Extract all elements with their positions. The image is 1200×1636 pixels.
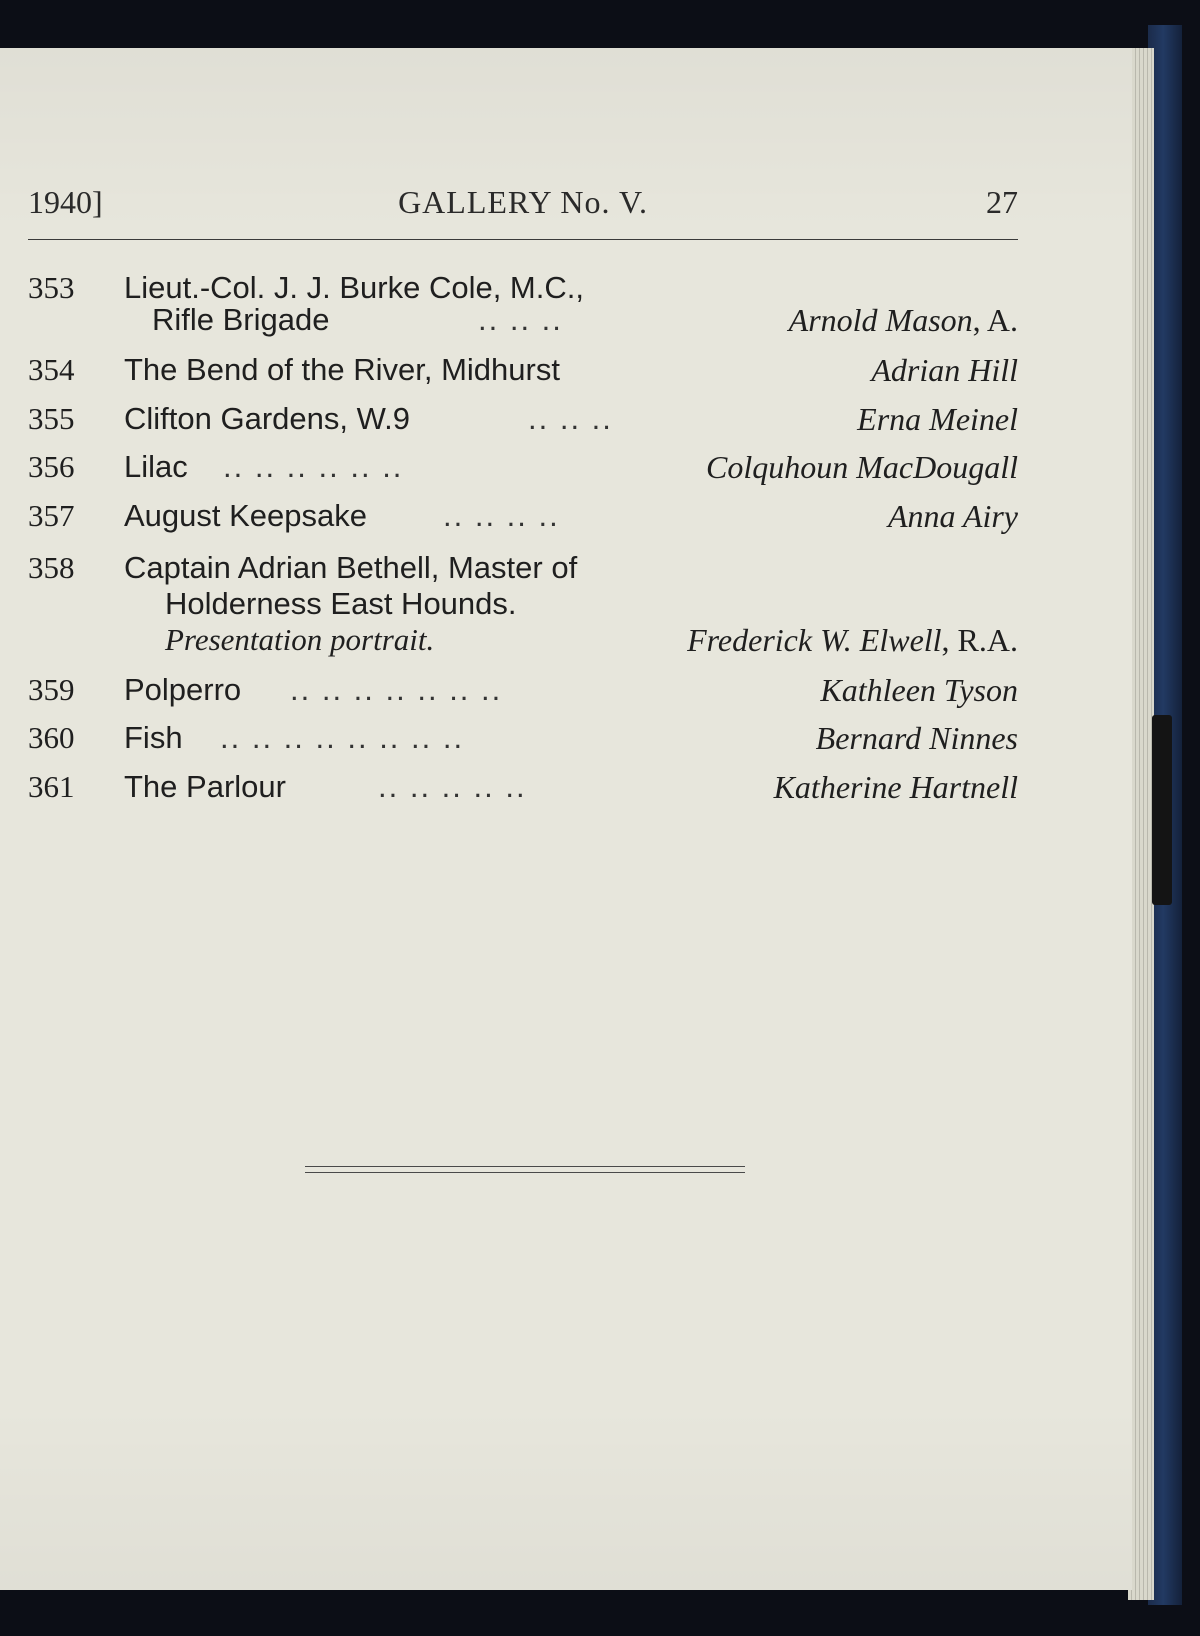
entry-title: Lilac	[124, 449, 188, 484]
entry-title: The Parlour	[124, 769, 286, 804]
end-rule-bottom	[305, 1172, 745, 1173]
entry-number: 357	[28, 498, 75, 533]
entry-title: Polperro	[124, 672, 242, 707]
artist-name: Frederick W. Elwell, R.A.	[687, 622, 1018, 658]
leader-dots: .. .. ..	[478, 302, 563, 337]
leader-dots: .. .. .. .. .. .. ..	[290, 672, 503, 707]
entry-title: The Bend of the River, Midhurst	[124, 352, 560, 387]
entry-number: 353	[28, 270, 75, 305]
entry-title: Fish	[124, 720, 183, 755]
entry-number: 360	[28, 720, 75, 755]
artist-name: Katherine Hartnell	[773, 769, 1018, 805]
entry-row	[28, 550, 1018, 586]
artist-name: Adrian Hill	[871, 352, 1018, 388]
entry-title: Lieut.-Col. J. J. Burke Cole, M.C.,	[124, 270, 584, 305]
page-header	[28, 184, 1018, 224]
entry-row	[28, 449, 1018, 485]
header-rule	[28, 239, 1018, 240]
entry-row	[28, 401, 1018, 437]
entry-row-continuation	[28, 302, 1018, 338]
entry-title: Clifton Gardens, W.9	[124, 401, 411, 436]
page-number: 27	[986, 184, 1018, 220]
entry-number: 356	[28, 449, 75, 484]
entry-number: 359	[28, 672, 75, 707]
entry-note: Presentation portrait.	[165, 622, 435, 657]
leader-dots: .. .. .. .. .. .. .. ..	[220, 720, 465, 755]
entry-row	[28, 270, 1018, 306]
artist-name: Anna Airy	[887, 498, 1018, 534]
leader-dots: .. .. .. ..	[443, 498, 560, 533]
entry-number: 358	[28, 550, 75, 585]
end-rule-top	[305, 1166, 745, 1167]
gallery-title: GALLERY No. V.	[398, 184, 648, 220]
entry-title: August Keepsake	[124, 498, 368, 533]
artist-name: Colquhoun MacDougall	[706, 449, 1018, 485]
header-year: 1940]	[28, 184, 103, 220]
entry-row	[28, 720, 1018, 756]
artist-name: Bernard Ninnes	[815, 720, 1018, 756]
entry-row	[28, 769, 1018, 805]
entry-title-continued: Holderness East Hounds.	[165, 586, 517, 621]
artist-name: Kathleen Tyson	[820, 672, 1018, 708]
entry-row	[28, 498, 1018, 534]
leader-dots: .. .. .. .. .. ..	[223, 449, 404, 484]
entry-number: 361	[28, 769, 75, 804]
leader-dots: .. .. ..	[528, 401, 613, 436]
entry-title: Captain Adrian Bethell, Master of	[124, 550, 578, 585]
entry-row	[28, 672, 1018, 708]
entry-row-continuation	[28, 622, 1018, 658]
leader-dots: .. .. .. .. ..	[378, 769, 527, 804]
entry-row-continuation	[28, 586, 1018, 622]
artist-name: Arnold Mason, A.	[788, 302, 1018, 338]
entry-row	[28, 352, 1018, 388]
bookmark-tab	[1152, 715, 1172, 905]
entry-number: 355	[28, 401, 75, 436]
entry-number: 354	[28, 352, 75, 387]
entry-title-continued: Rifle Brigade	[152, 302, 330, 337]
artist-name: Erna Meinel	[857, 401, 1018, 437]
